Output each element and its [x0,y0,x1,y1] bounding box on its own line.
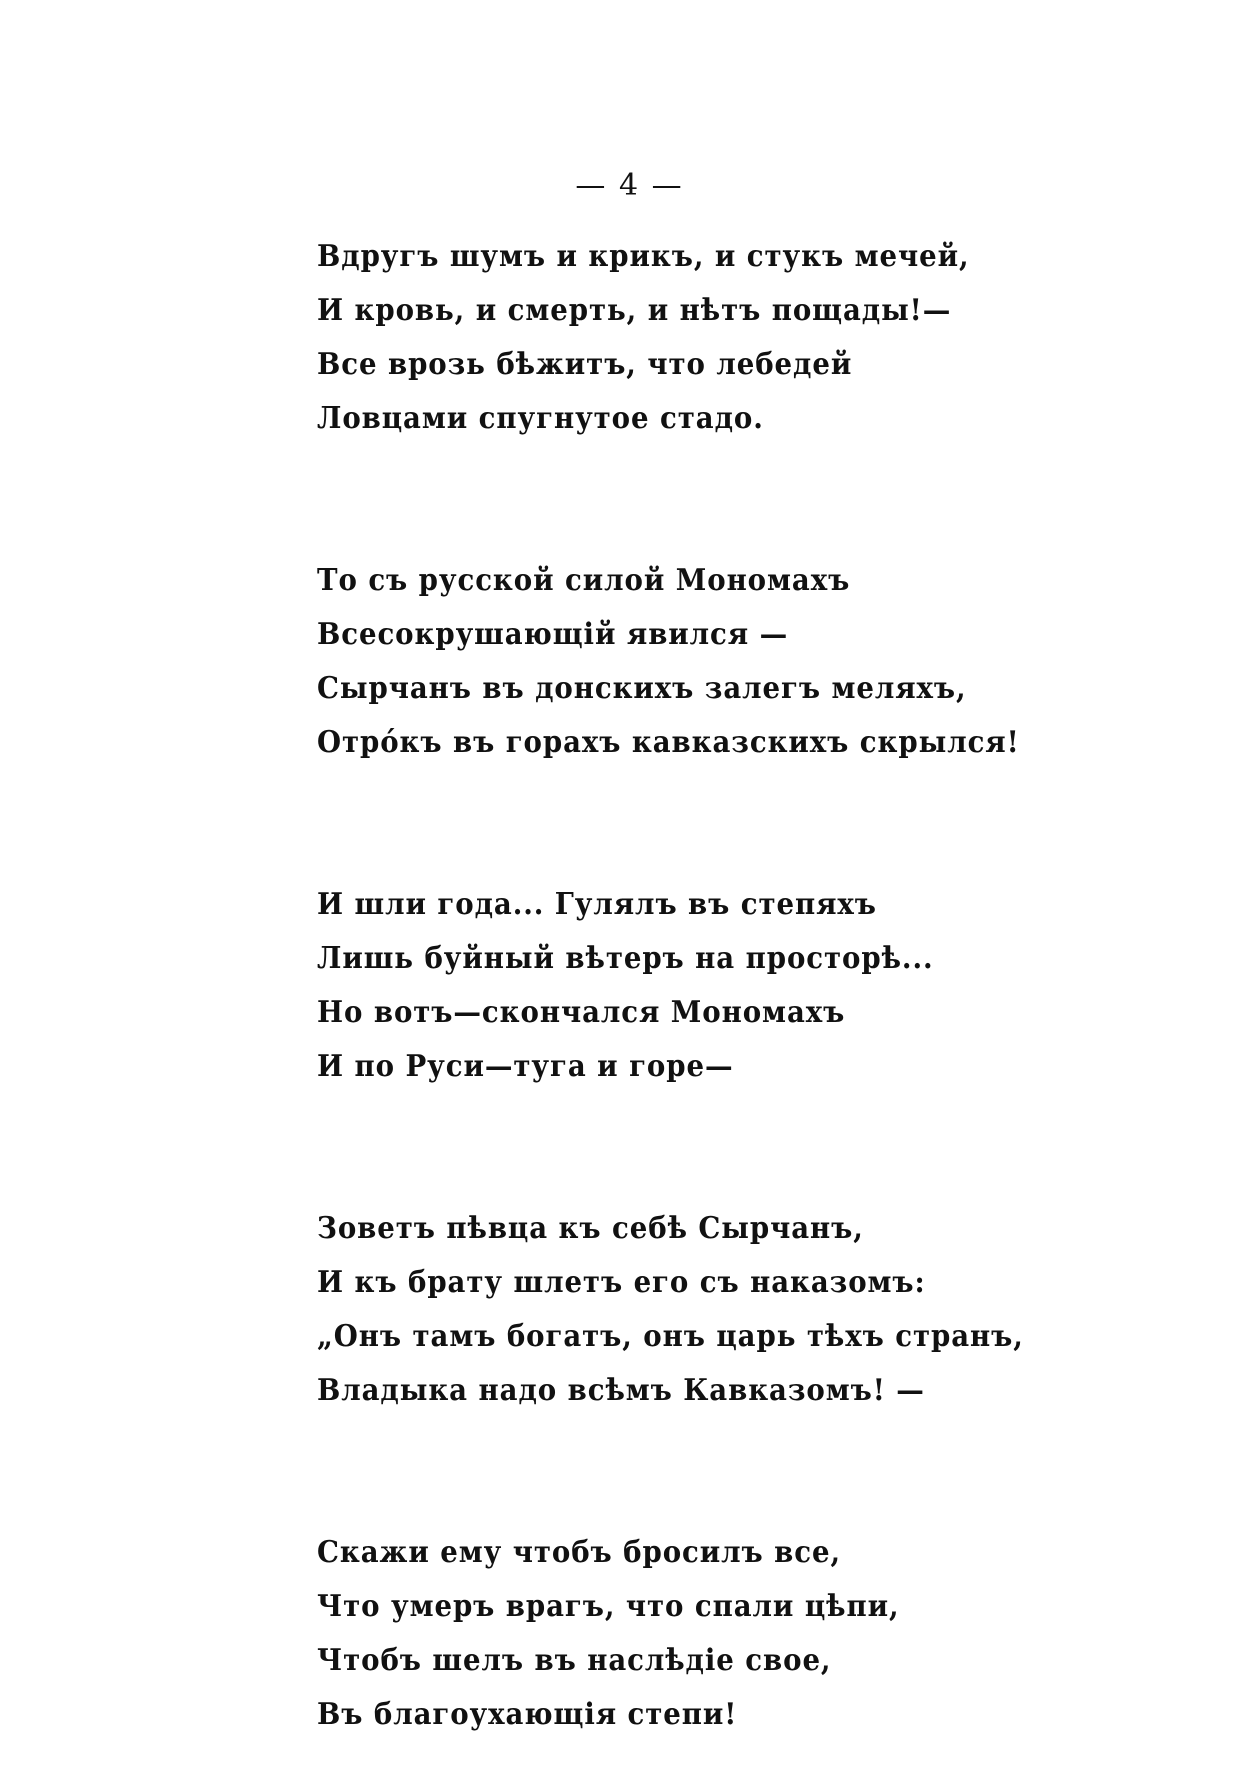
poem-line: Отрóкъ въ горахъ кавказскихъ скрылся! [317,725,1020,760]
poem-line: Въ благоухающія степи! [317,1697,738,1732]
page-number: — 4 — [575,168,684,203]
poem-line: Но вотъ—скончался Мономахъ [317,995,846,1030]
poem-line: Чтобъ шелъ въ наслѣдіе свое, [317,1643,832,1678]
poem-line: Все врозь бѣжитъ, что лебедей [317,347,853,382]
poem-line: Сырчанъ въ донскихъ залегъ меляхъ, [317,671,967,706]
stanza [317,1202,1177,1418]
poem-line: Скажи ему чтобъ бросилъ все, [317,1535,841,1570]
stanza [317,878,1177,1094]
poem-line: То съ русской силой Мономахъ [317,563,851,598]
stanza [317,230,1177,446]
poem-line: Зоветъ пѣвца къ себѣ Сырчанъ, [317,1211,864,1246]
poem-text [317,230,1177,1742]
poem-line: Ловцами спугнутое стадо. [317,401,764,436]
poem-line: „Онъ тамъ богатъ, онъ царь тѣхъ странъ, [317,1319,1024,1354]
poem-line: И кровь, и смерть, и нѣтъ пощады!— [317,293,952,328]
poem-line: И по Руси—туга и горе— [317,1049,734,1084]
stanza [317,554,1177,770]
poem-line: Вдругъ шумъ и крикъ, и стукъ мечей, [317,239,970,274]
poem-line: И къ брату шлетъ его съ наказомъ: [317,1265,926,1300]
poem-line: Владыка надо всѣмъ Кавказомъ! — [317,1373,925,1408]
poem-line: Что умеръ врагъ, что спали цѣпи, [317,1589,900,1624]
poem-line: И шли года... Гулялъ въ степяхъ [317,887,877,922]
poem-line: Лишь буйный вѣтеръ на просторѣ... [317,941,934,976]
poem-line: Всесокрушающій явился — [317,617,789,652]
stanza [317,1526,1177,1742]
